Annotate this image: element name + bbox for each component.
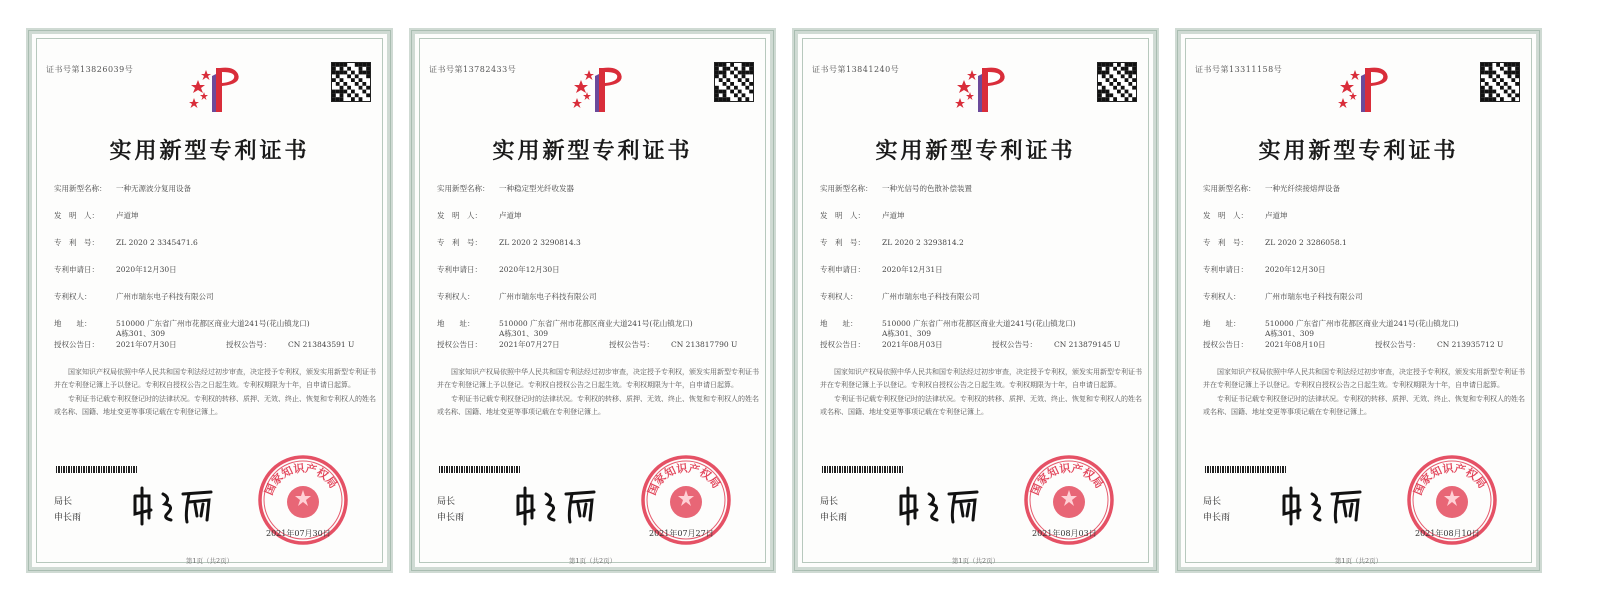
patent-number: ZL 2020 2 3286058.1 [1265, 238, 1347, 247]
seal-date: 2021年08月10日 [1415, 529, 1480, 538]
director-name: 申长雨 [1203, 513, 1231, 523]
grant-date: 2021年07月30日 [116, 340, 177, 349]
certificate-fields [437, 184, 767, 362]
field-label: 授权公告日： [54, 340, 99, 349]
barcode [56, 466, 138, 473]
inventor: 卢道坤 [1265, 211, 1288, 220]
signature-icon [893, 484, 993, 529]
certificate-number: 证书号第13841240号 [812, 65, 900, 74]
patent-office-logo-icon [952, 64, 1014, 116]
field-label: 专 利 号： [437, 238, 482, 247]
address-line: 510000 广东省广州市花都区商业大道241号(花山镇龙口) [116, 319, 310, 328]
director-label: 局长 [437, 497, 456, 507]
director-label: 局长 [820, 497, 839, 507]
director-name: 申长雨 [820, 513, 848, 523]
certificate-number: 证书号第13311158号 [1195, 65, 1283, 74]
page-number: 第1页（共2页） [185, 557, 234, 565]
patent-office-logo-icon [569, 64, 631, 116]
patent-number: ZL 2020 2 3345471.6 [116, 238, 198, 247]
signature-icon [510, 484, 610, 529]
field-label: 授权公告号： [1375, 340, 1420, 349]
field-label: 专利申请日： [1203, 265, 1248, 274]
address [1265, 319, 1533, 340]
inventor: 卢道坤 [499, 211, 522, 220]
field-label: 授权公告日： [437, 340, 482, 349]
certificate-title: 实用新型专利证书 [109, 138, 310, 164]
seal-date: 2021年07月30日 [266, 529, 331, 538]
certificate-statement [1203, 366, 1528, 420]
patent-office-logo-icon [186, 64, 248, 116]
utility-model-name: 一种光纤续接熔焊设备 [1265, 184, 1340, 193]
field-label: 授权公告号： [609, 340, 654, 349]
certificate-number: 证书号第13826039号 [46, 65, 134, 74]
field-label: 专利权人： [54, 292, 92, 301]
patent-certificate [1175, 28, 1542, 573]
statement-paragraph: 专利证书记载专利权登记时的法律状况。专利权的转移、质押、无效、终止、恢复和专利权人的姓名或名称、国籍、地址变更等事项记载在专利登记簿上。 [1203, 395, 1525, 416]
field-label: 实用新型名称： [54, 184, 107, 193]
statement-paragraph: 国家知识产权局依照中华人民共和国专利法经过初步审查，决定授予专利权，颁发实用新型专利证书并在专利登记簿上予以登记。专利权自授权公告之日起生效。专利权期限为十年，自申请日起算。 [437, 368, 759, 389]
certificate-fields [820, 184, 1150, 362]
field-label: 专利权人： [820, 292, 858, 301]
certificate-statement [820, 366, 1145, 420]
director-block [54, 494, 81, 526]
qr-code-icon [714, 62, 754, 102]
address-line: A栋301、309 [499, 329, 549, 338]
grant-number: CN 213935712 U [1437, 340, 1504, 349]
field-label: 授权公告号： [226, 340, 271, 349]
field-label: 地 址： [820, 319, 858, 328]
statement-paragraph: 专利证书记载专利权登记时的法律状况。专利权的转移、质押、无效、终止、恢复和专利权人的姓名或名称、国籍、地址变更等事项记载在专利登记簿上。 [54, 395, 376, 416]
director-label: 局长 [54, 497, 73, 507]
field-label: 专利申请日： [437, 265, 482, 274]
field-label: 实用新型名称： [437, 184, 490, 193]
director-name: 申长雨 [437, 513, 465, 523]
patent-number: ZL 2020 2 3290814.3 [499, 238, 581, 247]
svg-text:国家知识产权局: 国家知识产权局 [645, 461, 723, 498]
statement-paragraph: 国家知识产权局依照中华人民共和国专利法经过初步审查，决定授予专利权，颁发实用新型专利证书并在专利登记簿上予以登记。专利权自授权公告之日起生效。专利权期限为十年，自申请日起算。 [1203, 368, 1525, 389]
barcode [1205, 466, 1287, 473]
page-number: 第1页（共2页） [1334, 557, 1383, 565]
statement-paragraph: 国家知识产权局依照中华人民共和国专利法经过初步审查，决定授予专利权，颁发实用新型专利证书并在专利登记簿上予以登记。专利权自授权公告之日起生效。专利权期限为十年，自申请日起算。 [820, 368, 1142, 389]
utility-model-name: 一种稳定型光纤收发器 [499, 184, 574, 193]
grant-date: 2021年07月27日 [499, 340, 560, 349]
field-label: 专 利 号： [54, 238, 99, 247]
field-label: 实用新型名称： [1203, 184, 1256, 193]
field-label: 专利权人： [437, 292, 475, 301]
svg-text:国家知识产权局: 国家知识产权局 [262, 461, 340, 498]
patent-owner: 广州市瑞东电子科技有限公司 [499, 292, 597, 301]
signature-icon [127, 484, 227, 529]
certificate-statement [54, 366, 379, 420]
field-label: 实用新型名称： [820, 184, 873, 193]
statement-paragraph: 专利证书记载专利权登记时的法律状况。专利权的转移、质押、无效、终止、恢复和专利权人的姓名或名称、国籍、地址变更等事项记载在专利登记簿上。 [437, 395, 759, 416]
certificate-statement [437, 366, 762, 420]
page-number: 第1页（共2页） [568, 557, 617, 565]
certificate-fields [1203, 184, 1533, 362]
field-label: 发 明 人： [54, 211, 99, 220]
address [499, 319, 767, 340]
field-label: 发 明 人： [820, 211, 865, 220]
director-label: 局长 [1203, 497, 1222, 507]
address [116, 319, 384, 340]
patent-owner: 广州市瑞东电子科技有限公司 [882, 292, 980, 301]
filing-date: 2020年12月30日 [116, 265, 177, 274]
field-label: 地 址： [54, 319, 92, 328]
patent-owner: 广州市瑞东电子科技有限公司 [116, 292, 214, 301]
qr-code-icon [1097, 62, 1137, 102]
svg-text:国家知识产权局: 国家知识产权局 [1411, 461, 1489, 498]
patent-number: ZL 2020 2 3293814.2 [882, 238, 964, 247]
page-number: 第1页（共2页） [951, 557, 1000, 565]
address-line: A栋301、309 [882, 329, 932, 338]
certificate-title: 实用新型专利证书 [492, 138, 693, 164]
director-block [1203, 494, 1230, 526]
grant-number: CN 213843591 U [288, 340, 355, 349]
barcode [822, 466, 904, 473]
statement-paragraph: 国家知识产权局依照中华人民共和国专利法经过初步审查，决定授予专利权，颁发实用新型专利证书并在专利登记簿上予以登记。专利权自授权公告之日起生效。专利权期限为十年，自申请日起算。 [54, 368, 376, 389]
patent-office-logo-icon [1335, 64, 1397, 116]
field-label: 专利权人： [1203, 292, 1241, 301]
field-label: 地 址： [1203, 319, 1241, 328]
seal-date: 2021年07月27日 [649, 529, 714, 538]
field-label: 授权公告号： [992, 340, 1037, 349]
qr-code-icon [1480, 62, 1520, 102]
seal-date: 2021年08月03日 [1032, 529, 1097, 538]
patent-certificate [26, 28, 393, 573]
inventor: 卢道坤 [116, 211, 139, 220]
field-label: 专利申请日： [54, 265, 99, 274]
utility-model-name: 一种无源波分复用设备 [116, 184, 191, 193]
address-line: 510000 广东省广州市花都区商业大道241号(花山镇龙口) [882, 319, 1076, 328]
field-label: 发 明 人： [1203, 211, 1248, 220]
inventor: 卢道坤 [882, 211, 905, 220]
director-block [437, 494, 464, 526]
field-label: 授权公告日： [1203, 340, 1248, 349]
utility-model-name: 一种光信号的色散补偿装置 [882, 184, 972, 193]
director-name: 申长雨 [54, 513, 82, 523]
address-line: A栋301、309 [116, 329, 166, 338]
patent-certificate [409, 28, 776, 573]
field-label: 授权公告日： [820, 340, 865, 349]
grant-date: 2021年08月10日 [1265, 340, 1326, 349]
address-line: A栋301、309 [1265, 329, 1315, 338]
patent-owner: 广州市瑞东电子科技有限公司 [1265, 292, 1363, 301]
field-label: 地 址： [437, 319, 475, 328]
certificate-number: 证书号第13782433号 [429, 65, 517, 74]
filing-date: 2020年12月31日 [882, 265, 943, 274]
address-line: 510000 广东省广州市花都区商业大道241号(花山镇龙口) [1265, 319, 1459, 328]
svg-text:国家知识产权局: 国家知识产权局 [1028, 461, 1106, 498]
statement-paragraph: 专利证书记载专利权登记时的法律状况。专利权的转移、质押、无效、终止、恢复和专利权人的姓名或名称、国籍、地址变更等事项记载在专利登记簿上。 [820, 395, 1142, 416]
address [882, 319, 1150, 340]
signature-icon [1276, 484, 1376, 529]
filing-date: 2020年12月30日 [499, 265, 560, 274]
certificate-title: 实用新型专利证书 [875, 138, 1076, 164]
certificate-fields [54, 184, 384, 362]
director-block [820, 494, 847, 526]
barcode [439, 466, 521, 473]
field-label: 发 明 人： [437, 211, 482, 220]
field-label: 专利申请日： [820, 265, 865, 274]
certificate-title: 实用新型专利证书 [1258, 138, 1459, 164]
address-line: 510000 广东省广州市花都区商业大道241号(花山镇龙口) [499, 319, 693, 328]
field-label: 专 利 号： [1203, 238, 1248, 247]
patent-certificate [792, 28, 1159, 573]
grant-number: CN 213817790 U [671, 340, 738, 349]
filing-date: 2020年12月30日 [1265, 265, 1326, 274]
qr-code-icon [331, 62, 371, 102]
grant-date: 2021年08月03日 [882, 340, 943, 349]
grant-number: CN 213879145 U [1054, 340, 1121, 349]
field-label: 专 利 号： [820, 238, 865, 247]
